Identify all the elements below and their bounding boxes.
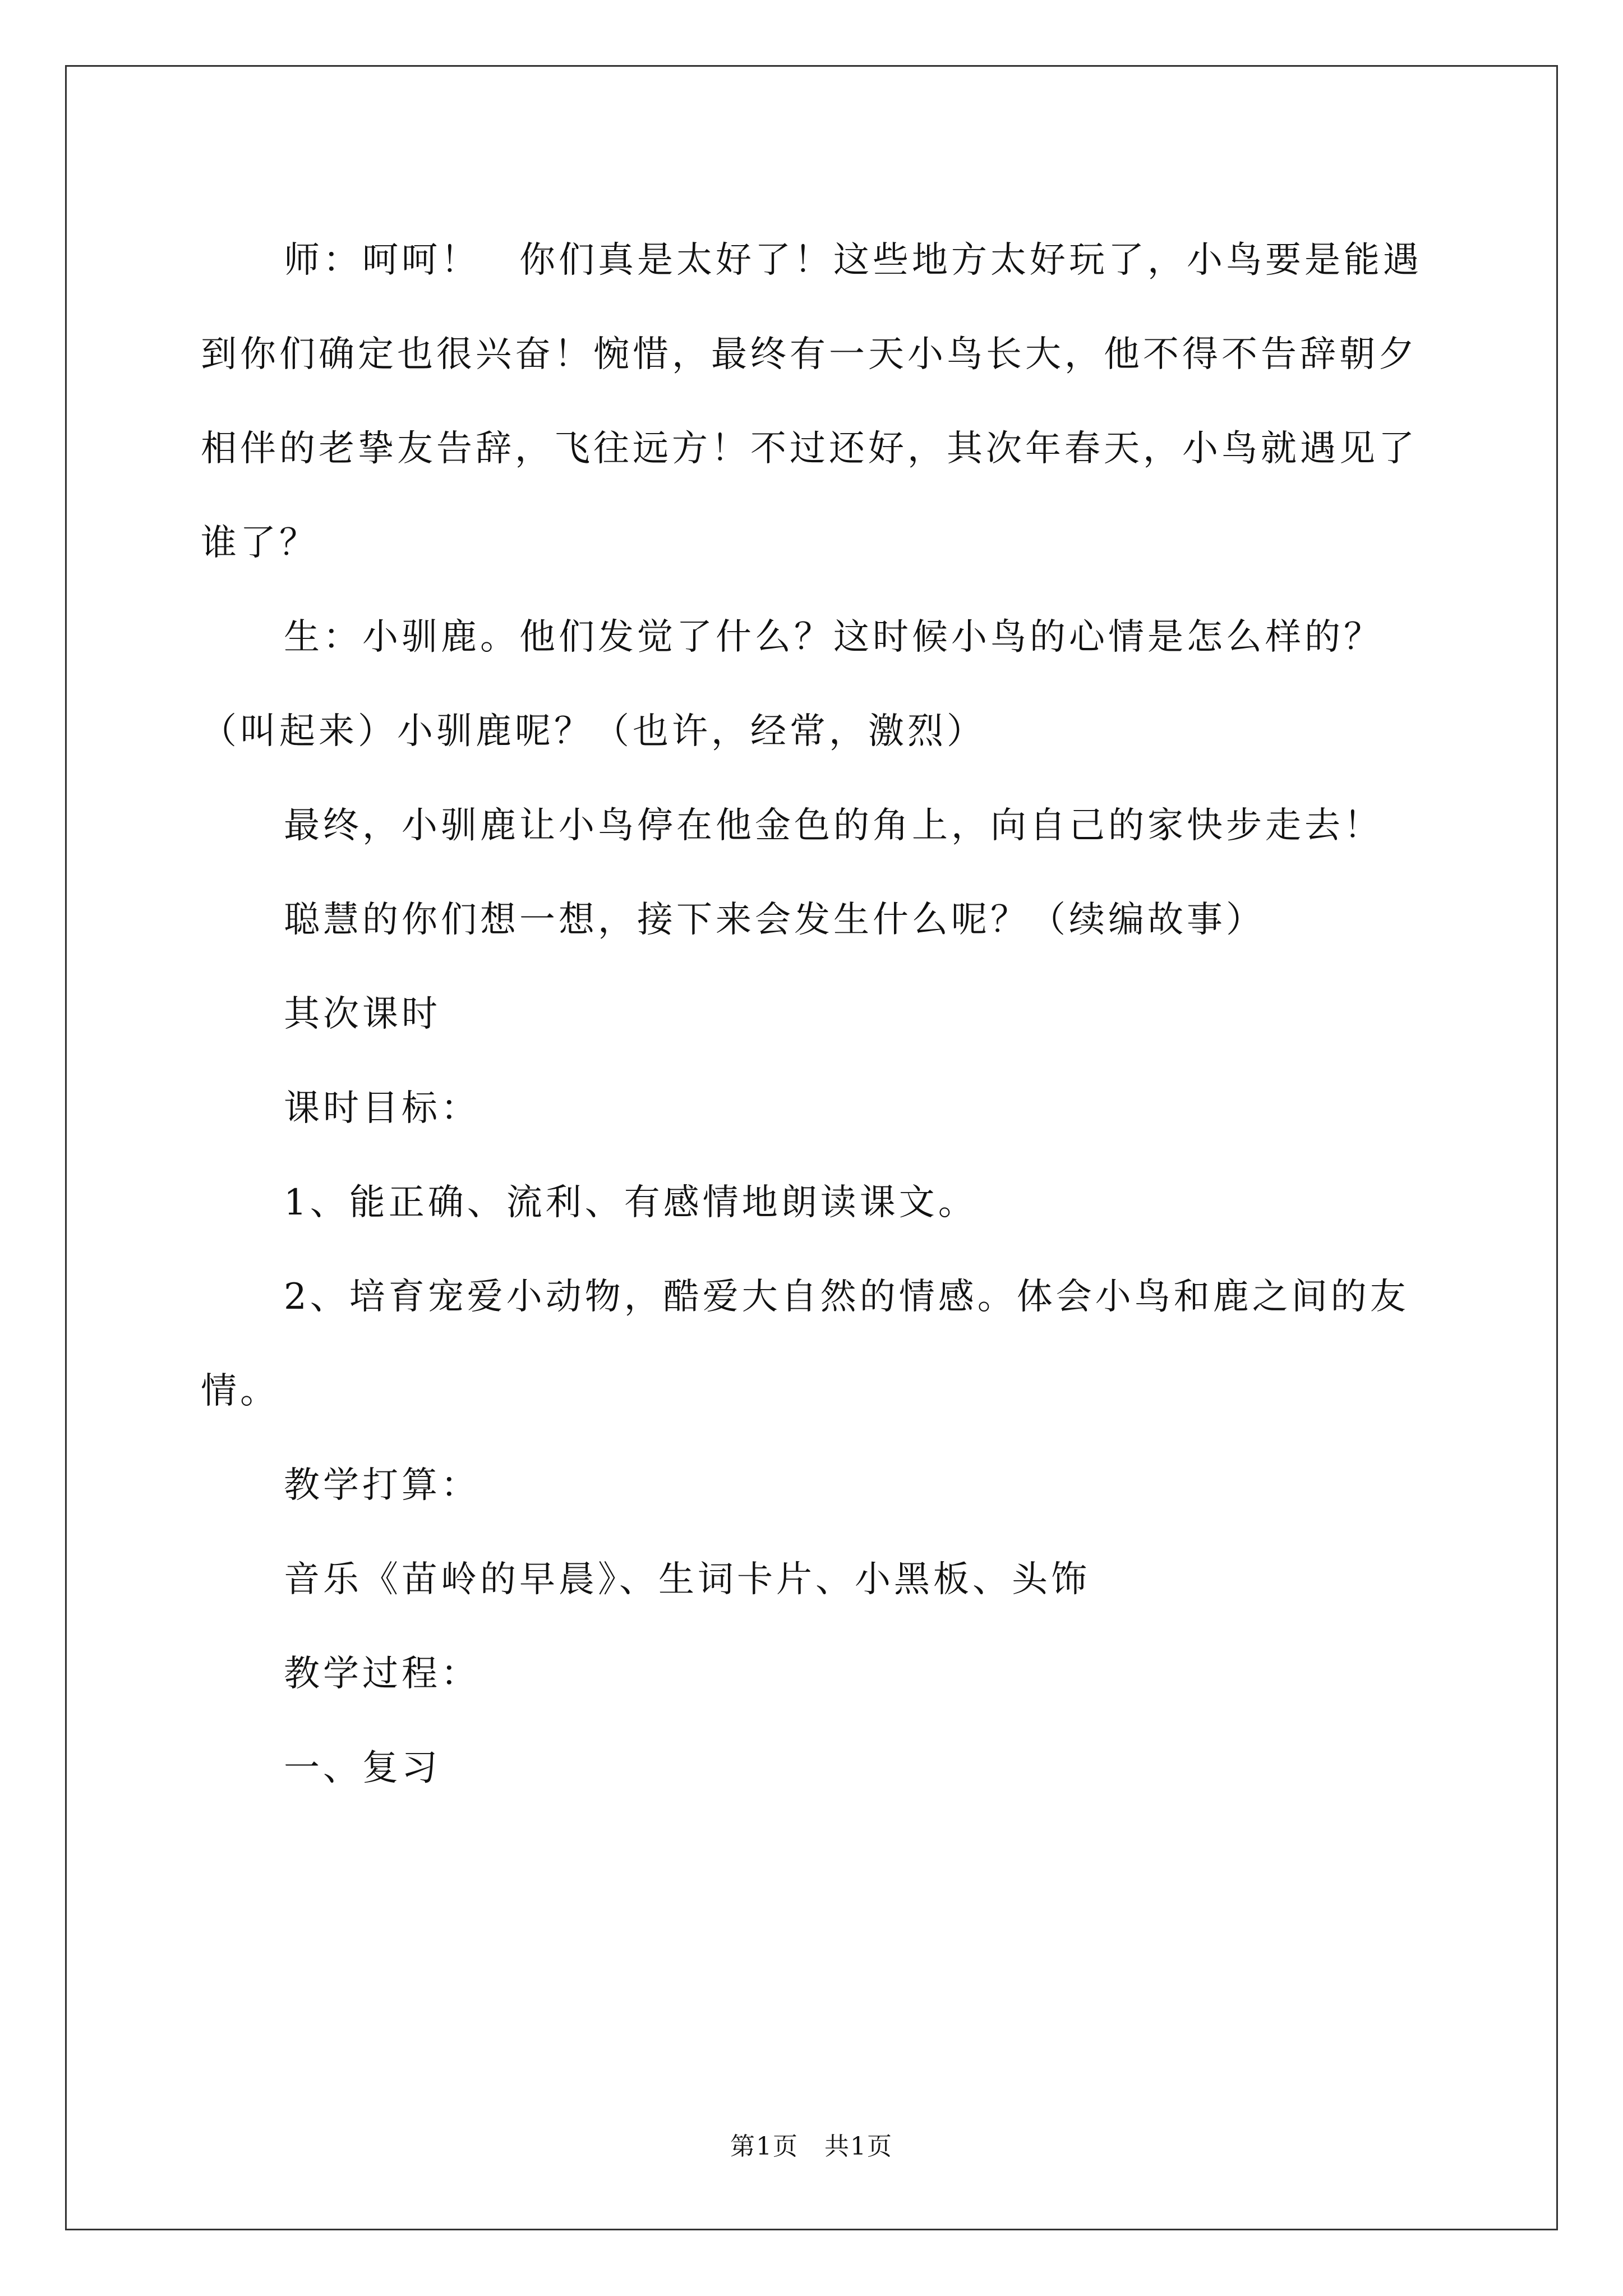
document-body — [201, 213, 1423, 1815]
heading-teaching-prep: 教学打算： — [284, 1465, 480, 1506]
section-review: 一、复习 — [284, 1747, 441, 1789]
paragraph-continue-story: 聪慧的你们想一想，接下来会发生什么呢？（续编故事） — [284, 899, 1265, 941]
heading-teaching-process: 教学过程： — [284, 1653, 480, 1695]
teaching-materials: 音乐《苗岭的早晨》、生词卡片、小黑板、头饰 — [284, 1559, 1090, 1600]
heading-lesson-goals: 课时目标： — [284, 1088, 480, 1129]
goal-item-1: 1、能正确、流利、有感情地朗读课文。 — [284, 1182, 978, 1223]
goal-item-2: 2、培育宠爱小动物，酷爱大自然的情感。体会小鸟和鹿之间的友情。 — [201, 1276, 1409, 1412]
paragraph-reindeer-ending: 最终，小驯鹿让小鸟停在他金色的角上，向自己的家快步走去！ — [284, 805, 1383, 846]
heading-second-lesson: 其次课时 — [284, 993, 441, 1035]
page-number-footer: 第1页 共1页 — [730, 2132, 893, 2161]
paragraph-student-answer: 生：小驯鹿。他们发觉了什么？这时候小鸟的心情是怎么样的？（叫起来）小驯鹿呢？（也许，经常，激烈） — [201, 616, 1383, 752]
paragraph-teacher-dialogue: 师：呵呵！ 你们真是太好了！这些地方太好玩了，小鸟要是能遇到你们确定也很兴奋！惋惜，最终有一天小鸟长大，他不得不告辞朝夕相伴的老挚友告辞，飞往远方！不过还好，其次年春天，小鸟就遇见了谁了？ — [201, 240, 1422, 564]
